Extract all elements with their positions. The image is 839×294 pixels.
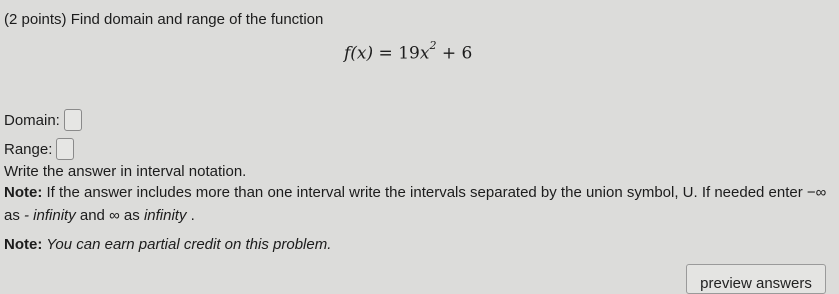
note-interval-format bbox=[4, 181, 834, 227]
note-infinity: infinity bbox=[143, 207, 187, 224]
note-text-c: . bbox=[186, 207, 195, 224]
note-text-b: and ∞ as bbox=[75, 207, 144, 224]
domain-label: Domain: bbox=[4, 111, 60, 129]
instruction-text: Write the answer in interval notation. bbox=[4, 163, 247, 180]
function-formula bbox=[344, 39, 473, 64]
formula-exponent: 2 bbox=[429, 39, 437, 52]
domain-row bbox=[4, 109, 82, 131]
preview-answers-button[interactable]: preview answers bbox=[686, 264, 826, 294]
note-label: Note: bbox=[4, 184, 43, 201]
note2-label: Note: bbox=[4, 236, 43, 253]
range-label: Range: bbox=[4, 140, 53, 158]
domain-answer-input[interactable] bbox=[64, 109, 82, 131]
note-partial-credit bbox=[4, 236, 331, 253]
note-text-a: If the answer includes more than one interval write the intervals separated by the union symbol, U. If needed enter −∞ as bbox=[4, 184, 827, 224]
range-answer-input[interactable] bbox=[56, 138, 74, 160]
formula-constant: + 6 bbox=[436, 43, 473, 64]
note2-text: You can earn partial credit on this problem. bbox=[42, 236, 332, 253]
note-neg-infinity: - infinity bbox=[24, 207, 76, 224]
formula-lhs: f(x) bbox=[344, 43, 374, 64]
problem-header: (2 points) Find domain and range of the function bbox=[4, 11, 324, 28]
formula-coefficient: = 19 bbox=[373, 43, 420, 64]
range-row bbox=[4, 138, 74, 160]
formula-variable: x bbox=[419, 43, 430, 64]
